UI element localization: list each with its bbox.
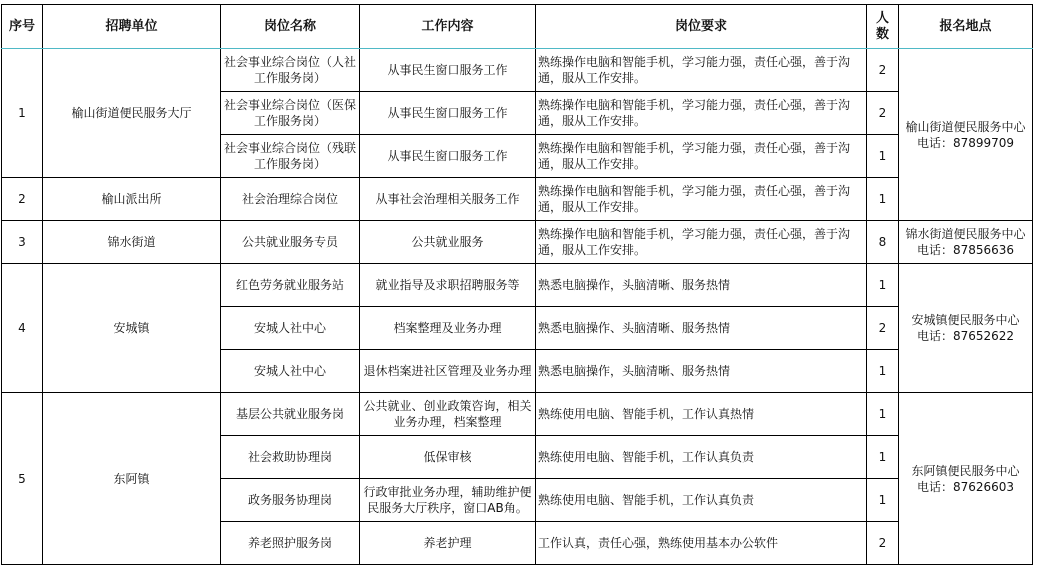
unit-cell: 安城镇 bbox=[43, 264, 221, 393]
work-cell: 就业指导及求职招聘服务等 bbox=[360, 264, 536, 307]
count-cell: 2 bbox=[867, 522, 899, 565]
requirement-cell: 熟练操作电脑和智能手机，学习能力强，责任心强，善于沟通，服从工作安排。 bbox=[536, 92, 867, 135]
position-cell: 养老照护服务岗 bbox=[221, 522, 360, 565]
count-cell: 1 bbox=[867, 135, 899, 178]
requirement-cell: 熟练使用电脑、智能手机，工作认真负责 bbox=[536, 436, 867, 479]
count-cell: 2 bbox=[867, 307, 899, 350]
location-cell: 榆山街道便民服务中心 电话：87899709 bbox=[899, 49, 1033, 221]
position-cell: 社会救助协理岗 bbox=[221, 436, 360, 479]
header-position: 岗位名称 bbox=[221, 5, 360, 49]
count-cell: 1 bbox=[867, 178, 899, 221]
work-cell: 从事民生窗口服务工作 bbox=[360, 49, 536, 92]
requirement-cell: 熟练使用电脑、智能手机，工作认真热情 bbox=[536, 393, 867, 436]
requirement-cell: 熟悉电脑操作，头脑清晰、服务热情 bbox=[536, 350, 867, 393]
count-cell: 1 bbox=[867, 264, 899, 307]
location-cell: 东阿镇便民服务中心 电话：87626603 bbox=[899, 393, 1033, 565]
seq-cell: 5 bbox=[2, 393, 43, 565]
unit-cell: 锦水街道 bbox=[43, 221, 221, 264]
header-count: 人数 bbox=[867, 5, 899, 49]
work-cell: 低保审核 bbox=[360, 436, 536, 479]
header-location: 报名地点 bbox=[899, 5, 1033, 49]
header-requirement: 岗位要求 bbox=[536, 5, 867, 49]
table-row bbox=[2, 49, 1033, 92]
position-cell: 社会事业综合岗位（残联工作服务岗） bbox=[221, 135, 360, 178]
table-row bbox=[2, 221, 1033, 264]
requirement-cell: 熟练使用电脑、智能手机，工作认真负责 bbox=[536, 479, 867, 522]
position-cell: 红色劳务就业服务站 bbox=[221, 264, 360, 307]
header-row bbox=[2, 5, 1033, 49]
work-cell: 从事社会治理相关服务工作 bbox=[360, 178, 536, 221]
work-cell: 公共就业、创业政策咨询，相关业务办理，档案整理 bbox=[360, 393, 536, 436]
location-cell: 锦水街道便民服务中心 电话：87856636 bbox=[899, 221, 1033, 264]
work-cell: 退休档案进社区管理及业务办理 bbox=[360, 350, 536, 393]
header-unit: 招聘单位 bbox=[43, 5, 221, 49]
count-cell: 1 bbox=[867, 436, 899, 479]
count-cell: 1 bbox=[867, 479, 899, 522]
position-cell: 公共就业服务专员 bbox=[221, 221, 360, 264]
count-cell: 2 bbox=[867, 49, 899, 92]
recruitment-table bbox=[1, 4, 1033, 565]
position-cell: 社会事业综合岗位（医保工作服务岗） bbox=[221, 92, 360, 135]
unit-cell: 榆山派出所 bbox=[43, 178, 221, 221]
seq-cell: 2 bbox=[2, 178, 43, 221]
unit-cell: 榆山街道便民服务大厅 bbox=[43, 49, 221, 178]
work-cell: 行政审批业务办理，辅助维护便民服务大厅秩序，窗口AB角。 bbox=[360, 479, 536, 522]
count-cell: 1 bbox=[867, 393, 899, 436]
requirement-cell: 熟练操作电脑和智能手机，学习能力强，责任心强，善于沟通，服从工作安排。 bbox=[536, 135, 867, 178]
count-cell: 1 bbox=[867, 350, 899, 393]
requirement-cell: 工作认真，责任心强，熟练使用基本办公软件 bbox=[536, 522, 867, 565]
work-cell: 养老护理 bbox=[360, 522, 536, 565]
work-cell: 档案整理及业务办理 bbox=[360, 307, 536, 350]
requirement-cell: 熟悉电脑操作，头脑清晰、服务热情 bbox=[536, 264, 867, 307]
table-row bbox=[2, 264, 1033, 307]
position-cell: 政务服务协理岗 bbox=[221, 479, 360, 522]
requirement-cell: 熟悉电脑操作、头脑清晰、服务热情 bbox=[536, 307, 867, 350]
work-cell: 公共就业服务 bbox=[360, 221, 536, 264]
position-cell: 社会事业综合岗位（人社工作服务岗） bbox=[221, 49, 360, 92]
seq-cell: 3 bbox=[2, 221, 43, 264]
header-work: 工作内容 bbox=[360, 5, 536, 49]
table-row bbox=[2, 178, 1033, 221]
requirement-cell: 熟练操作电脑和智能手机，学习能力强，责任心强，善于沟通，服从工作安排。 bbox=[536, 221, 867, 264]
requirement-cell: 熟练操作电脑和智能手机，学习能力强，责任心强，善于沟通，服从工作安排。 bbox=[536, 49, 867, 92]
position-cell: 社会治理综合岗位 bbox=[221, 178, 360, 221]
location-cell: 安城镇便民服务中心 电话：87652622 bbox=[899, 264, 1033, 393]
work-cell: 从事民生窗口服务工作 bbox=[360, 135, 536, 178]
header-seq: 序号 bbox=[2, 5, 43, 49]
count-cell: 2 bbox=[867, 92, 899, 135]
position-cell: 安城人社中心 bbox=[221, 307, 360, 350]
table-row bbox=[2, 393, 1033, 436]
seq-cell: 4 bbox=[2, 264, 43, 393]
seq-cell: 1 bbox=[2, 49, 43, 178]
unit-cell: 东阿镇 bbox=[43, 393, 221, 565]
position-cell: 安城人社中心 bbox=[221, 350, 360, 393]
work-cell: 从事民生窗口服务工作 bbox=[360, 92, 536, 135]
requirement-cell: 熟练操作电脑和智能手机，学习能力强，责任心强，善于沟通，服从工作安排。 bbox=[536, 178, 867, 221]
position-cell: 基层公共就业服务岗 bbox=[221, 393, 360, 436]
count-cell: 8 bbox=[867, 221, 899, 264]
